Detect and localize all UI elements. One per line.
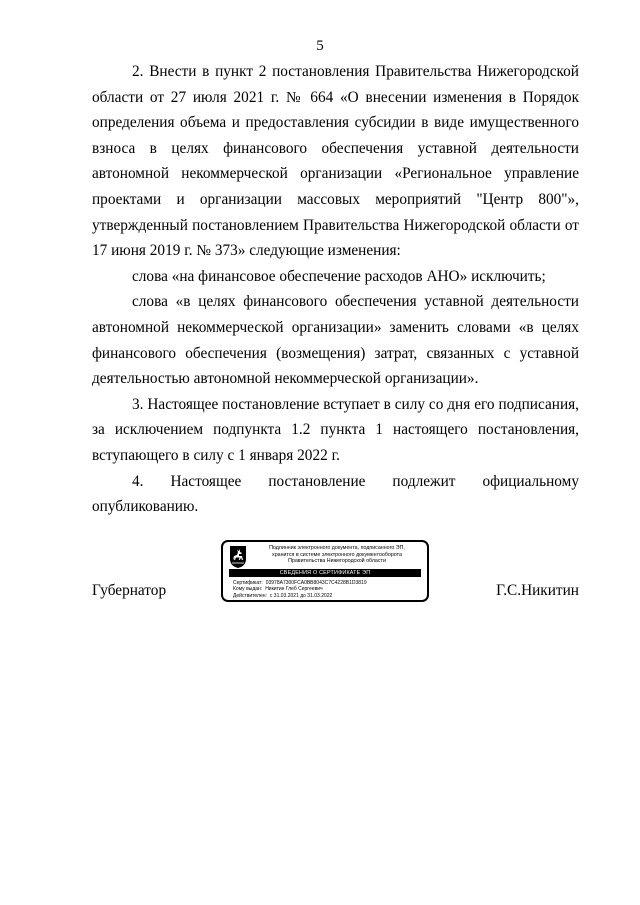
electronic-signature-stamp — [221, 540, 429, 602]
stamp-header-line: Правительства Нижегородской области — [288, 558, 386, 565]
line: автономной некоммерческой организации «Региональное управление — [92, 165, 579, 183]
page-number: 5 — [316, 38, 324, 54]
signer-title: Губернатор — [92, 582, 167, 599]
line: определения объема и предоставления субсидии в виде имущественного — [92, 114, 579, 132]
stamp-header-line: Подлинник электронного документа, подписанного ЭП, — [269, 545, 405, 551]
line: проектами и организации массовых мероприятий "Центр 800"», — [92, 190, 579, 208]
line: утвержденный постановлением Правительства Нижегородской области — [92, 216, 561, 234]
line: 2. Внести в пункт 2 постановления Правительства Нижегородской — [132, 63, 579, 80]
line: слова «в целях финансового обеспечения уставной деятельности — [132, 293, 579, 311]
certificate-row — [233, 593, 423, 599]
line: деятельностью автономной некоммерческой организации». — [92, 370, 479, 388]
certificate-number: 03978A7300FCA0BB8043C7C4228B1D3819 — [265, 580, 367, 586]
line: вступающего в силу с 1 января 2022 г. — [92, 446, 340, 464]
certificate-details — [233, 580, 423, 599]
line: 3. Настоящее постановление вступает в силу со дня его подписания, — [132, 395, 579, 413]
validity-value: с 31.03.2021 до 31.03.2022 — [269, 592, 333, 599]
line: за исключением подпункта 1.2 пункта 1 настоящего постановления, — [92, 421, 579, 439]
paragraph-2 — [92, 59, 579, 264]
line: от 17 июня 2019 г. № 373» следующие изменения: — [92, 216, 579, 260]
certificate-label: Сертификат: — [233, 580, 263, 586]
paragraph-3 — [92, 392, 579, 469]
paragraph-4 — [92, 469, 579, 495]
line: области от 27 июля 2021 г. № 664 «О внесении изменения в Порядок — [92, 88, 579, 106]
document-body — [92, 59, 579, 520]
stamp-banner: СВЕДЕНИЯ О СЕРТИФИКАТЕ ЭП — [229, 569, 421, 577]
line: 4. Настоящее постановление подлежит официальному — [132, 472, 579, 490]
paragraph-4-continuation — [92, 494, 579, 520]
validity-label: Действителен: — [233, 592, 267, 599]
line: взноса в целях финансового обеспечения уставной деятельности — [92, 139, 579, 157]
line: опубликованию. — [92, 498, 199, 516]
stamp-header-line: хранится в системе электронного документооборота — [272, 551, 402, 558]
signer-name: Г.С.Никитин — [496, 582, 579, 599]
issued-to-label: Кому выдан: — [233, 586, 263, 593]
nizhny-novgorod-deer-emblem-icon — [229, 545, 247, 569]
paragraph-words-remove — [92, 264, 579, 290]
stamp-header — [251, 545, 423, 565]
line: автономной некоммерческой организации» заменить словами «в целях — [92, 318, 579, 336]
paragraph-words-replace — [92, 289, 579, 391]
issued-to-value: Никитин Глеб Сергеевич — [265, 586, 323, 593]
line: финансового обеспечения (возмещения) затрат, связанных с уставной — [92, 344, 579, 362]
line: слова «на финансовое обеспечение расходов АНО» исключить; — [132, 267, 546, 285]
signature-block — [0, 540, 640, 604]
